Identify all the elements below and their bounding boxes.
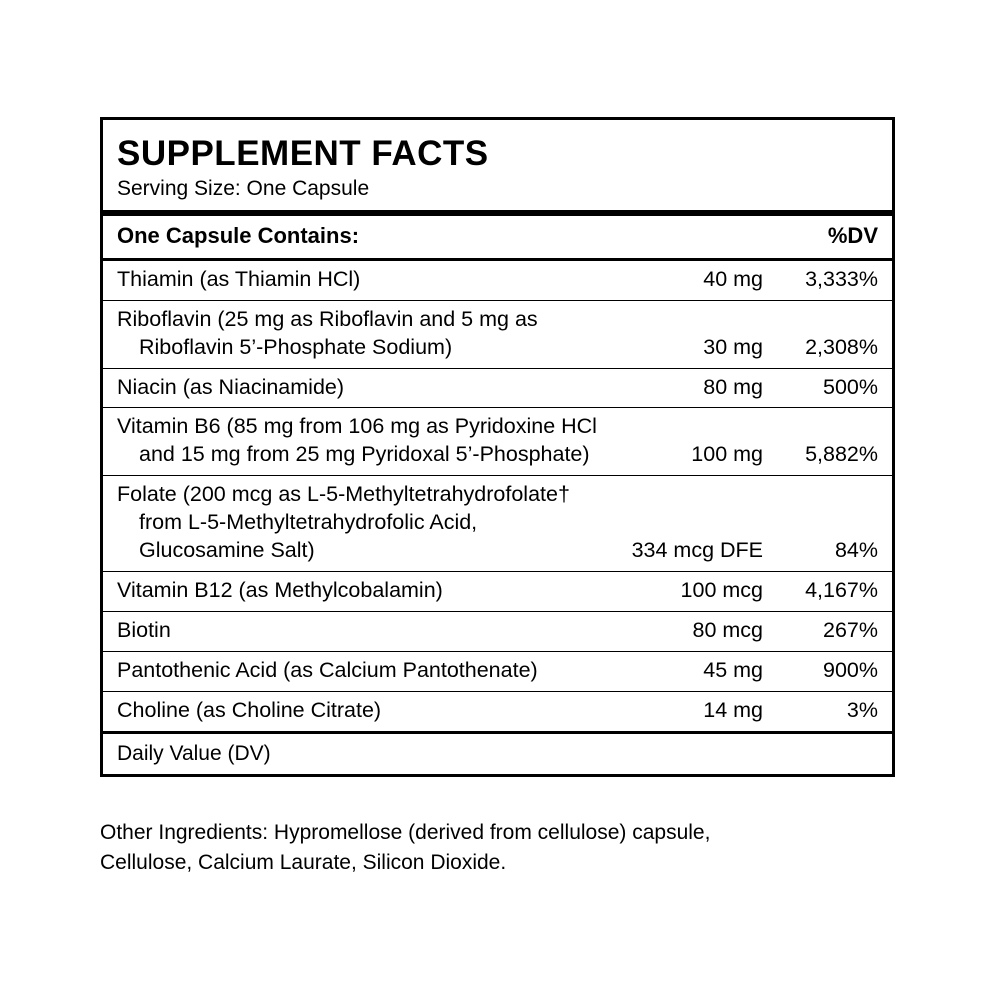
nutrient-name bbox=[117, 481, 613, 565]
table-row bbox=[117, 652, 878, 691]
supplement-facts-panel bbox=[100, 117, 895, 777]
nutrient-name-line: Niacin (as Niacinamide) bbox=[117, 374, 345, 399]
nutrient-name bbox=[117, 266, 613, 294]
table-row bbox=[117, 612, 878, 651]
nutrient-dv: 900% bbox=[823, 658, 878, 683]
table-row bbox=[117, 301, 878, 368]
nutrient-amount: 14 mg bbox=[703, 697, 763, 722]
nutrient-name bbox=[117, 657, 613, 685]
nutrient-name-line: Riboflavin (25 mg as Riboflavin and 5 mg as bbox=[117, 306, 538, 331]
table-row bbox=[117, 476, 878, 571]
other-ingredients-line-1: Other Ingredients: Hypromellose (derived from cellulose) capsule, bbox=[100, 821, 711, 844]
nutrient-amount: 80 mg bbox=[703, 374, 763, 399]
nutrient-name-line: and 15 mg from 25 mg Pyridoxal 5’-Phosphate) bbox=[139, 442, 590, 467]
nutrient-amount: 334 mcg DFE bbox=[631, 538, 763, 563]
nutrient-amount: 40 mg bbox=[703, 266, 763, 291]
nutrient-dv: 84% bbox=[834, 538, 878, 563]
table-row bbox=[117, 408, 878, 475]
nutrient-name-line: Thiamin (as Thiamin HCl) bbox=[117, 266, 361, 291]
nutrient-amount: 45 mg bbox=[703, 658, 763, 683]
nutrient-dv: 3,333% bbox=[805, 266, 878, 291]
nutrient-name bbox=[117, 413, 613, 469]
nutrient-name-line: Folate (200 mcg as L-5-Methyltetrahydrofolate† bbox=[117, 482, 570, 507]
nutrient-dv: 267% bbox=[823, 618, 878, 643]
panel-title: SUPPLEMENT FACTS bbox=[117, 134, 489, 173]
nutrient-dv: 5,882% bbox=[805, 442, 878, 467]
table-row bbox=[117, 572, 878, 611]
daily-value-note: Daily Value (DV) bbox=[117, 741, 271, 765]
nutrient-amount: 100 mg bbox=[691, 442, 763, 467]
nutrient-name bbox=[117, 617, 613, 645]
column-header-name: One Capsule Contains: bbox=[117, 223, 360, 249]
column-header-dv: %DV bbox=[827, 223, 878, 249]
nutrient-name-line: Choline (as Choline Citrate) bbox=[117, 697, 382, 722]
serving-size: Serving Size: One Capsule bbox=[117, 177, 370, 200]
nutrient-name-line: Glucosamine Salt) bbox=[139, 538, 315, 563]
nutrient-dv: 2,308% bbox=[805, 334, 878, 359]
nutrient-amount: 80 mcg bbox=[692, 618, 763, 643]
nutrient-name-line: from L-5-Methyltetrahydrofolic Acid, bbox=[139, 510, 478, 535]
nutrient-dv: 500% bbox=[823, 374, 878, 399]
nutrient-dv: 4,167% bbox=[805, 578, 878, 603]
table-row bbox=[117, 692, 878, 731]
nutrient-name-line: Biotin bbox=[117, 618, 171, 643]
other-ingredients-line-2: Cellulose, Calcium Laurate, Silicon Dioxide. bbox=[100, 851, 507, 875]
table-row bbox=[117, 261, 878, 300]
nutrient-name-line: Riboflavin 5’-Phosphate Sodium) bbox=[139, 334, 453, 359]
table-header-row bbox=[117, 216, 878, 258]
nutrient-dv: 3% bbox=[846, 697, 878, 722]
nutrient-name bbox=[117, 697, 613, 725]
nutrient-name-line: Pantothenic Acid (as Calcium Pantothenate) bbox=[117, 658, 538, 683]
nutrient-name bbox=[117, 306, 613, 362]
nutrient-name-line: Vitamin B6 (85 mg from 106 mg as Pyridoxine HCl bbox=[117, 414, 597, 439]
nutrient-amount: 30 mg bbox=[703, 334, 763, 359]
nutrient-name-line: Vitamin B12 (as Methylcobalamin) bbox=[117, 578, 443, 603]
table-row bbox=[117, 369, 878, 408]
nutrient-name bbox=[117, 374, 613, 402]
nutrient-amount: 100 mcg bbox=[680, 578, 763, 603]
other-ingredients bbox=[100, 818, 920, 879]
nutrient-name bbox=[117, 577, 613, 605]
